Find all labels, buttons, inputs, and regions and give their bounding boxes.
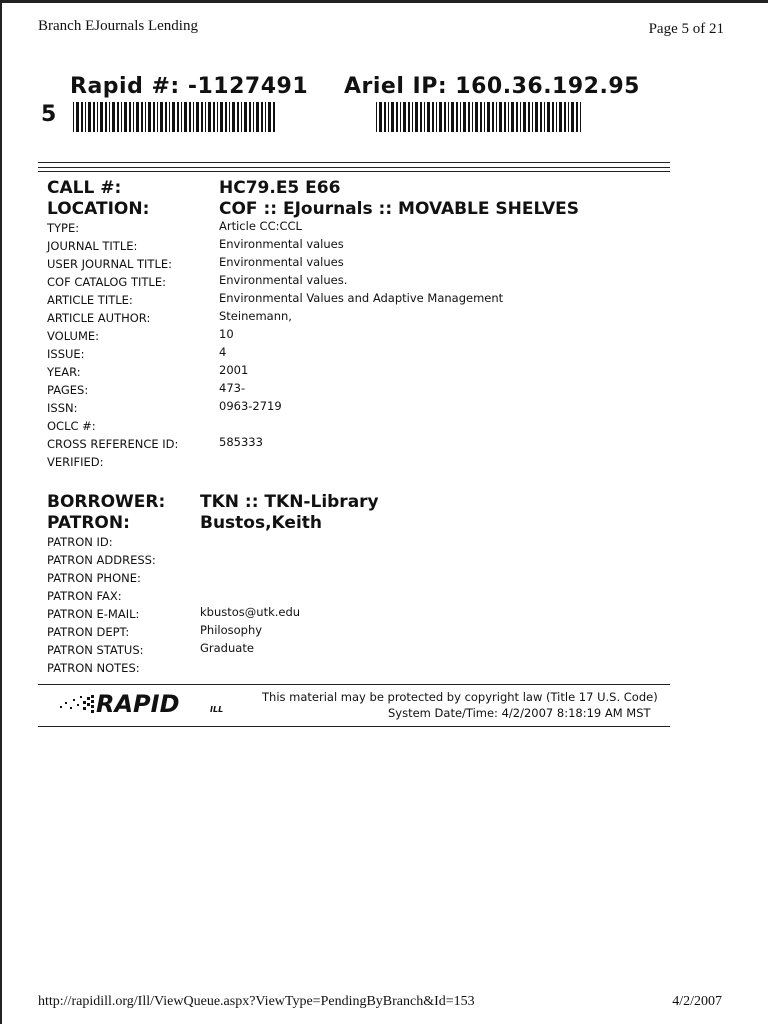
location-label: LOCATION: [47,199,150,219]
patron-field-label: PATRON NOTES: [47,661,140,675]
logo-text: RAPID [96,690,180,716]
item-field-label: JOURNAL TITLE: [47,239,138,253]
item-field-value: 0963-2719 [219,399,282,413]
item-field-value: 473- [219,381,246,395]
divider [38,167,670,168]
item-field-value: 10 [219,327,234,341]
item-field-value: Environmental Values and Adaptive Management [219,291,504,305]
patron-field-value: kbustos@utk.edu [200,605,301,619]
page-number: Page 5 of 21 [648,21,724,37]
patron-field-label: PATRON FAX: [47,589,122,603]
call-number-label: CALL #: [47,178,122,198]
item-field-label: COF CATALOG TITLE: [47,275,166,289]
logo-suffix: ILL [210,705,224,714]
item-field-label: YEAR: [47,365,81,379]
ariel-barcode [376,102,582,132]
patron-field-label: PATRON PHONE: [47,571,141,585]
patron-field-value: Graduate [200,641,254,655]
rapid-number: Rapid #: -1127491 [70,74,309,99]
patron-field-label: PATRON ID: [47,535,113,549]
item-field-label: PAGES: [47,383,89,397]
item-field-value: Environmental values. [219,273,348,287]
print-date: 4/2/2007 [672,994,722,1009]
location-value: COF :: EJournals :: MOVABLE SHELVES [219,199,580,219]
call-number-value: HC79.E5 E66 [219,178,341,198]
item-field-label: TYPE: [47,221,80,235]
item-field-label: ISSN: [47,401,78,415]
patron-field-value: Philosophy [200,623,263,637]
patron-field-label: PATRON ADDRESS: [47,553,156,567]
item-field-value: Steinemann, [219,309,292,323]
item-field-label: VOLUME: [47,329,100,343]
scan-edge-top [0,0,768,3]
borrower-value: TKN :: TKN-Library [200,492,379,512]
page-url: http://rapidill.org/Ill/ViewQueue.aspx?ViewType=PendingByBranch&Id=153 [38,994,475,1009]
request-sequence-number: 5 [41,102,57,127]
system-date-time: System Date/Time: 4/2/2007 8:18:19 AM MST [388,706,651,720]
divider [38,726,670,727]
divider [38,684,670,685]
item-field-value: 4 [219,345,227,359]
patron-field-label: PATRON DEPT: [47,625,130,639]
item-field-label: CROSS REFERENCE ID: [47,437,179,451]
divider [38,162,670,163]
item-field-label: USER JOURNAL TITLE: [47,257,173,271]
header-title: Branch EJournals Lending [38,18,198,34]
item-field-value: Environmental values [219,237,344,251]
item-field-label: OCLC #: [47,419,96,433]
rapid-barcode [73,102,275,132]
item-field-value: 2001 [219,363,249,377]
item-field-value: Environmental values [219,255,344,269]
copyright-notice: This material may be protected by copyright law (Title 17 U.S. Code) [262,690,658,704]
item-field-value: Article CC:CCL [219,219,302,233]
rapid-logo [58,690,258,716]
item-field-label: VERIFIED: [47,455,104,469]
item-field-label: ARTICLE TITLE: [47,293,133,307]
item-field-label: ISSUE: [47,347,85,361]
item-field-label: ARTICLE AUTHOR: [47,311,151,325]
patron-label: PATRON: [47,513,130,533]
patron-field-label: PATRON E-MAIL: [47,607,140,621]
item-field-value: 585333 [219,435,263,449]
scan-edge [0,0,2,1024]
patron-value: Bustos,Keith [200,513,323,533]
divider [38,171,670,172]
patron-field-label: PATRON STATUS: [47,643,144,657]
borrower-label: BORROWER: [47,492,166,512]
ariel-ip: Ariel IP: 160.36.192.95 [344,74,640,99]
